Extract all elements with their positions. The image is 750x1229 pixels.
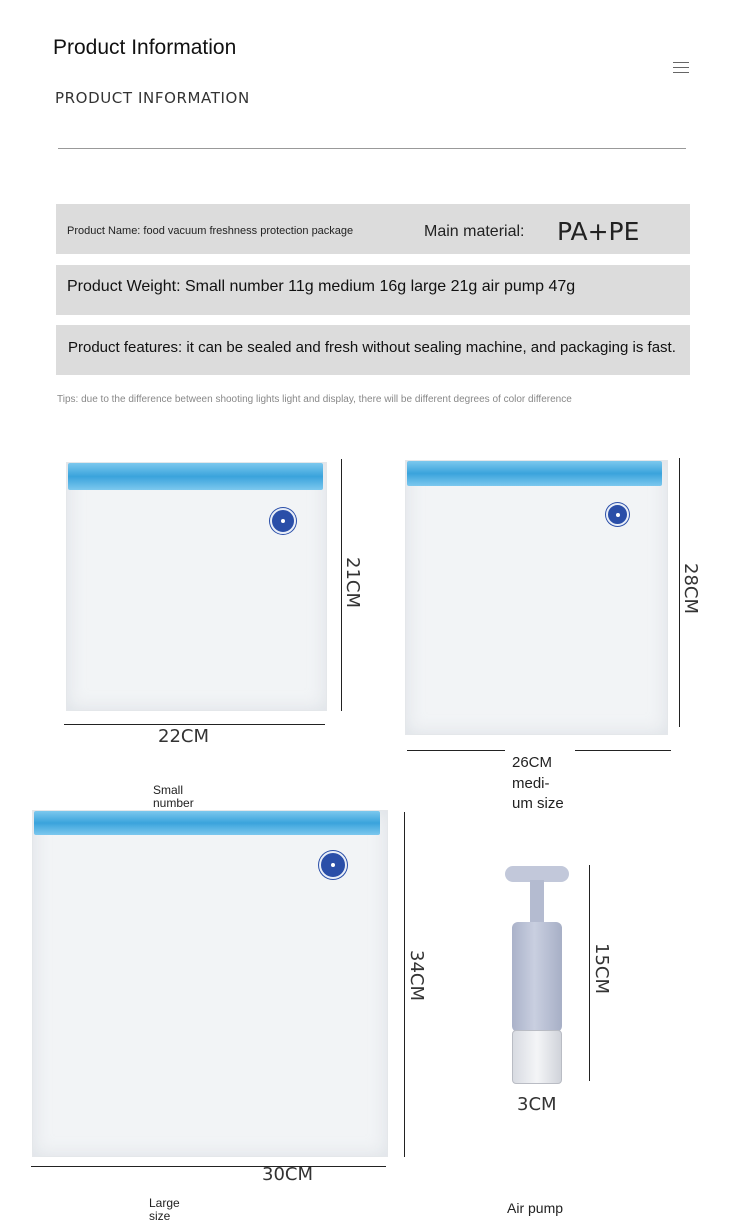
- small-bag-valve-icon: [270, 508, 296, 534]
- large-width-label: 30CM: [262, 1164, 314, 1185]
- large-bag-valve-icon: [319, 851, 347, 879]
- medium-bag-image: [405, 460, 668, 735]
- medium-caption: medi-um size: [512, 775, 564, 812]
- product-name-text: Product Name: food vacuum freshness protection package: [67, 225, 354, 237]
- pump-width-label: 3CM: [517, 1094, 557, 1115]
- spec-row-name-material: [56, 204, 690, 254]
- tips-text: Tips: due to the difference between shooting lights light and display, there will be different degrees of color difference: [57, 394, 572, 405]
- large-bag-zipper: [34, 811, 380, 835]
- page-title: Product Information: [53, 36, 237, 59]
- large-height-line: [404, 812, 405, 1157]
- pump-caption: Air pump: [507, 1200, 564, 1216]
- spec-row-weight: [56, 265, 690, 315]
- small-bag-zipper: [68, 463, 323, 490]
- medium-bag-zipper: [407, 461, 662, 486]
- pump-rod: [530, 880, 544, 924]
- pump-body: [512, 922, 562, 1032]
- divider: [58, 148, 686, 149]
- pump-nozzle: [512, 1030, 562, 1084]
- large-bag-image: [32, 810, 388, 1157]
- menu-icon[interactable]: [673, 62, 689, 73]
- air-pump-image: [500, 866, 580, 1086]
- small-caption: Small number: [153, 783, 194, 810]
- pump-height-line: [589, 865, 590, 1081]
- medium-bag-valve-icon: [606, 503, 629, 526]
- medium-height-label: 28CM: [680, 563, 701, 615]
- material-label: Main material:: [424, 223, 525, 240]
- small-width-label: 22CM: [158, 726, 210, 747]
- medium-width-label: 26CM: [512, 754, 553, 771]
- small-height-label: 21CM: [342, 557, 363, 609]
- large-caption: Large size: [149, 1196, 180, 1223]
- material-value: PA+PE: [557, 217, 640, 246]
- page-subtitle: PRODUCT INFORMATION: [55, 89, 250, 107]
- large-width-line: [31, 1166, 386, 1167]
- small-width-line: [64, 724, 325, 725]
- large-height-label: 34CM: [406, 950, 427, 1002]
- medium-width-line-left: [407, 750, 505, 751]
- pump-height-label: 15CM: [591, 943, 612, 995]
- medium-width-line-right: [575, 750, 671, 751]
- spec-row-features: [56, 325, 690, 375]
- product-features-text: Product features: it can be sealed and fresh without sealing machine, and packaging is fast.: [68, 339, 676, 356]
- small-bag-image: [66, 462, 327, 711]
- product-weight-text: Product Weight: Small number 11g medium 16g large 21g air pump 47g: [67, 278, 576, 295]
